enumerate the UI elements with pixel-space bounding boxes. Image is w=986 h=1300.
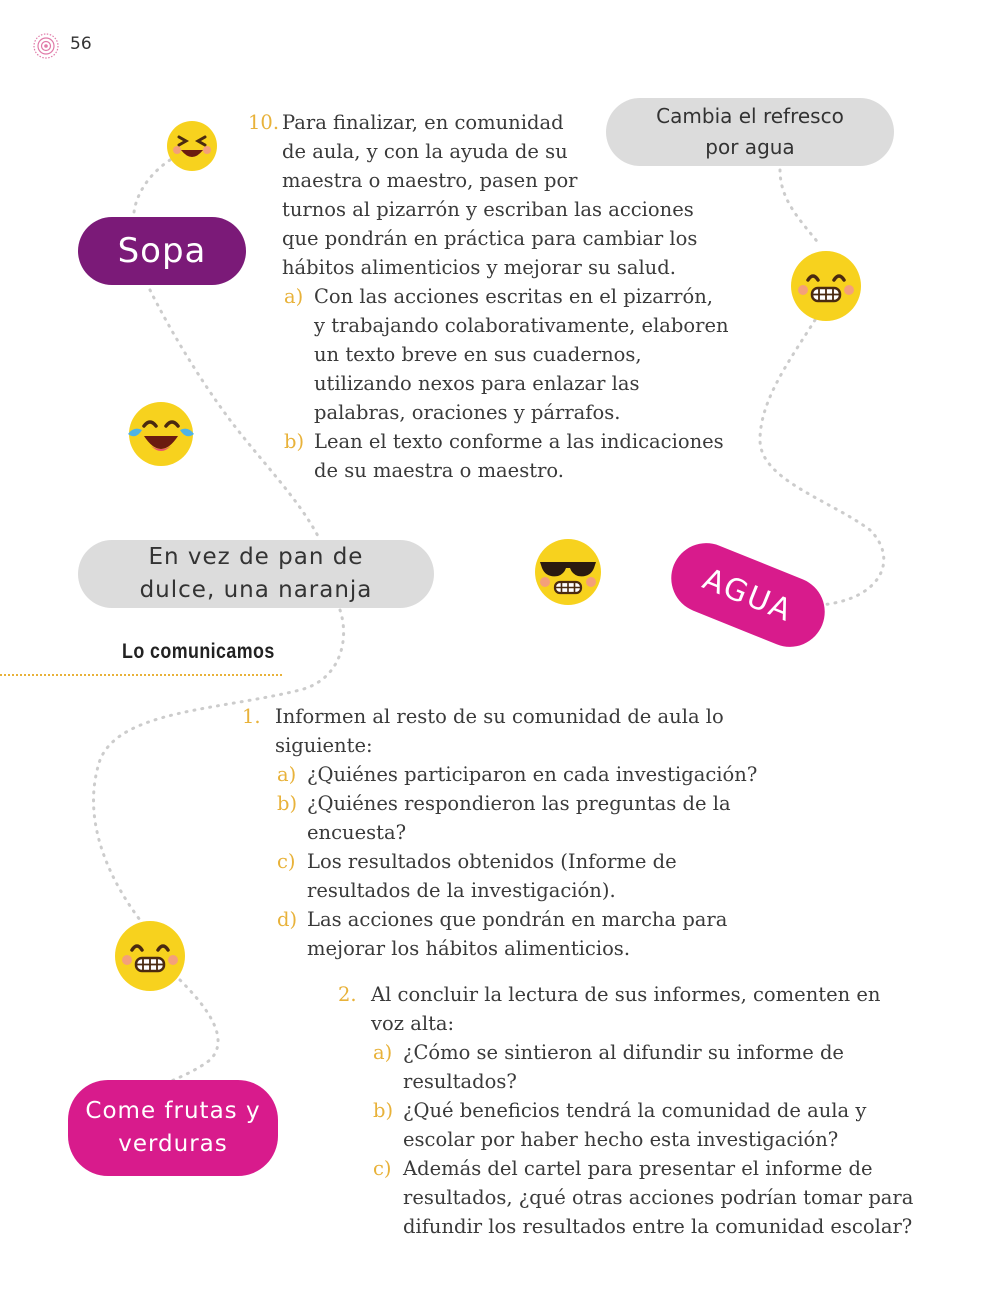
activity-number: 1. <box>242 705 261 728</box>
text-line: de su maestra o maestro. <box>314 459 564 482</box>
text-line: que pondrán en práctica para cambiar los <box>282 227 698 250</box>
text-line: de aula, y con la ayuda de su <box>282 140 568 163</box>
pill-line: dulce, una naranja <box>139 577 373 603</box>
item-label: a) <box>277 763 297 786</box>
section-title: Lo comunicamos <box>122 640 275 663</box>
text-line: escolar por haber hecho esta investigación? <box>403 1128 839 1151</box>
pill-line: AGUA <box>697 561 799 629</box>
text-line: hábitos alimenticios y mejorar su salud. <box>282 256 676 279</box>
activity-number: 10. <box>248 111 280 134</box>
pill-line: Cambia el refresco <box>656 104 844 128</box>
sun-ornament-icon <box>32 32 60 60</box>
text-line: ¿Quiénes respondieron las preguntas de la <box>307 792 731 815</box>
text-line: resultados de la investigación). <box>307 879 616 902</box>
sunglasses-face-icon <box>534 538 602 606</box>
text-line: siguiente: <box>275 734 373 757</box>
text-line: difundir los resultados entre la comunidad escolar? <box>403 1215 913 1238</box>
section-divider <box>0 674 282 676</box>
item-label: b) <box>277 792 298 815</box>
item-label: b) <box>373 1099 394 1122</box>
text-line: utilizando nexos para enlazar las <box>314 372 640 395</box>
grinning-face-icon <box>790 250 862 322</box>
pill-come-frutas <box>68 1080 278 1176</box>
pill-line: En vez de pan de <box>148 544 364 570</box>
item-label: b) <box>284 430 305 453</box>
text-line: Las acciones que pondrán en marcha para <box>307 908 728 931</box>
pill-pan-dulce <box>78 540 434 608</box>
pill-line: Sopa <box>117 231 207 271</box>
laughing-face-icon <box>166 120 218 172</box>
item-label: d) <box>277 908 298 931</box>
pill-line: verduras <box>118 1131 228 1157</box>
text-line: Lean el texto conforme a las indicaciones <box>314 430 724 453</box>
text-line: maestra o maestro, pasen por <box>282 169 578 192</box>
pill-cambia-refresco <box>606 98 894 166</box>
text-line: ¿Cómo se sintieron al difundir su informe de <box>403 1041 844 1064</box>
text-line: encuesta? <box>307 821 407 844</box>
pill-line: Come frutas y <box>85 1098 261 1124</box>
item-label: c) <box>277 850 296 873</box>
text-line: y trabajando colaborativamente, elaboren <box>314 314 729 337</box>
grinning-face-icon <box>114 920 186 992</box>
text-line: palabras, oraciones y párrafos. <box>314 401 621 424</box>
tears-of-joy-face-icon <box>124 400 198 468</box>
item-label: c) <box>373 1157 392 1180</box>
text-line: Para finalizar, en comunidad <box>282 111 564 134</box>
text-line: resultados, ¿qué otras acciones podrían tomar para <box>403 1186 914 1209</box>
text-line: ¿Quiénes participaron en cada investigación? <box>307 763 758 786</box>
text-line: Además del cartel para presentar el informe de <box>403 1157 873 1180</box>
text-line: ¿Qué beneficios tendrá la comunidad de aula y <box>403 1099 867 1122</box>
text-line: voz alta: <box>371 1012 455 1035</box>
text-line: Con las acciones escritas en el pizarrón, <box>314 285 713 308</box>
item-label: a) <box>284 285 304 308</box>
text-line: un texto breve en sus cuadernos, <box>314 343 642 366</box>
activity-number: 2. <box>338 983 357 1006</box>
item-label: a) <box>373 1041 393 1064</box>
text-line: resultados? <box>403 1070 517 1093</box>
text-line: Al concluir la lectura de sus informes, comenten en <box>371 983 881 1006</box>
pill-line: por agua <box>705 135 795 159</box>
text-line: mejorar los hábitos alimenticios. <box>307 937 631 960</box>
text-line: Los resultados obtenidos (Informe de <box>307 850 677 873</box>
text-line: Informen al resto de su comunidad de aula lo <box>275 705 724 728</box>
text-line: turnos al pizarrón y escriban las acciones <box>282 198 694 221</box>
pill-sopa <box>78 217 246 285</box>
page-number: 56 <box>70 34 92 54</box>
